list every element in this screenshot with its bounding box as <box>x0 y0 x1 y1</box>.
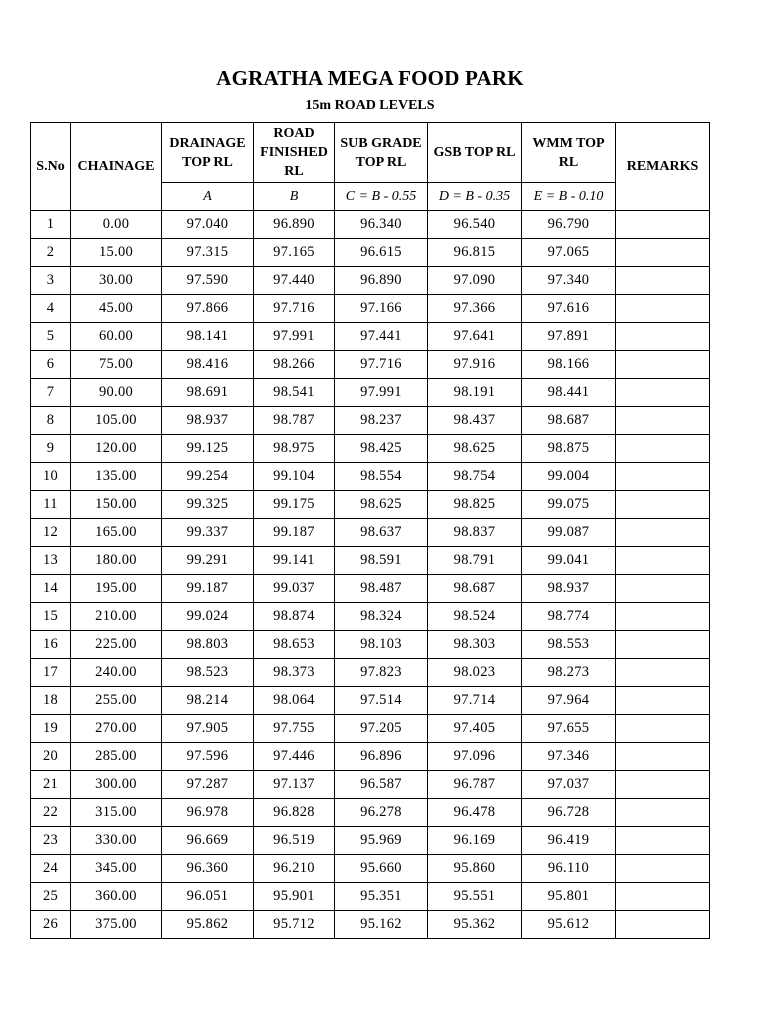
cell-subgrade: 96.615 <box>335 239 428 267</box>
cell-road: 99.037 <box>254 575 335 603</box>
cell-drainage: 99.291 <box>162 547 254 575</box>
table-row <box>31 323 710 351</box>
cell-gsb: 98.687 <box>428 575 522 603</box>
cell-sno: 23 <box>31 827 71 855</box>
cell-drainage: 97.040 <box>162 211 254 239</box>
table-row <box>31 351 710 379</box>
cell-sno: 25 <box>31 883 71 911</box>
cell-remarks <box>616 743 710 771</box>
cell-gsb: 98.303 <box>428 631 522 659</box>
cell-gsb: 97.405 <box>428 715 522 743</box>
cell-sno: 15 <box>31 603 71 631</box>
formula-road: B <box>254 183 335 211</box>
road-levels-table <box>30 122 710 939</box>
cell-remarks <box>616 855 710 883</box>
cell-wmm: 97.037 <box>522 771 616 799</box>
cell-remarks <box>616 463 710 491</box>
cell-road: 98.874 <box>254 603 335 631</box>
cell-sno: 11 <box>31 491 71 519</box>
cell-subgrade: 96.340 <box>335 211 428 239</box>
cell-remarks <box>616 519 710 547</box>
cell-sno: 2 <box>31 239 71 267</box>
cell-gsb: 95.551 <box>428 883 522 911</box>
cell-chainage: 210.00 <box>71 603 162 631</box>
cell-gsb: 98.837 <box>428 519 522 547</box>
table-row <box>31 855 710 883</box>
cell-road: 97.755 <box>254 715 335 743</box>
cell-road: 97.716 <box>254 295 335 323</box>
table-row <box>31 379 710 407</box>
cell-road: 96.890 <box>254 211 335 239</box>
cell-remarks <box>616 435 710 463</box>
cell-subgrade: 97.716 <box>335 351 428 379</box>
cell-chainage: 300.00 <box>71 771 162 799</box>
header-subgrade: SUB GRADE TOP RL <box>335 123 428 183</box>
cell-drainage: 99.024 <box>162 603 254 631</box>
cell-wmm: 98.687 <box>522 407 616 435</box>
header-wmm: WMM TOP RL <box>522 123 616 183</box>
cell-remarks <box>616 771 710 799</box>
cell-chainage: 315.00 <box>71 799 162 827</box>
cell-subgrade: 98.237 <box>335 407 428 435</box>
cell-gsb: 98.825 <box>428 491 522 519</box>
cell-road: 99.187 <box>254 519 335 547</box>
cell-road: 99.104 <box>254 463 335 491</box>
cell-subgrade: 97.823 <box>335 659 428 687</box>
cell-chainage: 360.00 <box>71 883 162 911</box>
table-row <box>31 659 710 687</box>
cell-road: 97.440 <box>254 267 335 295</box>
cell-sno: 24 <box>31 855 71 883</box>
cell-remarks <box>616 799 710 827</box>
cell-remarks <box>616 267 710 295</box>
cell-gsb: 98.023 <box>428 659 522 687</box>
cell-wmm: 97.065 <box>522 239 616 267</box>
cell-sno: 3 <box>31 267 71 295</box>
cell-gsb: 98.437 <box>428 407 522 435</box>
cell-drainage: 98.141 <box>162 323 254 351</box>
formula-gsb: D = B - 0.35 <box>428 183 522 211</box>
cell-wmm: 98.441 <box>522 379 616 407</box>
cell-gsb: 98.791 <box>428 547 522 575</box>
cell-road: 97.991 <box>254 323 335 351</box>
cell-wmm: 97.655 <box>522 715 616 743</box>
cell-drainage: 98.416 <box>162 351 254 379</box>
header-remarks: REMARKS <box>616 123 710 211</box>
cell-gsb: 96.478 <box>428 799 522 827</box>
cell-road: 99.141 <box>254 547 335 575</box>
formula-drainage: A <box>162 183 254 211</box>
cell-drainage: 97.590 <box>162 267 254 295</box>
cell-road: 95.712 <box>254 911 335 939</box>
cell-drainage: 97.905 <box>162 715 254 743</box>
table-row <box>31 799 710 827</box>
cell-wmm: 97.616 <box>522 295 616 323</box>
cell-gsb: 96.815 <box>428 239 522 267</box>
cell-chainage: 0.00 <box>71 211 162 239</box>
cell-remarks <box>616 491 710 519</box>
cell-subgrade: 96.587 <box>335 771 428 799</box>
cell-wmm: 98.937 <box>522 575 616 603</box>
cell-road: 99.175 <box>254 491 335 519</box>
cell-road: 98.787 <box>254 407 335 435</box>
cell-gsb: 97.916 <box>428 351 522 379</box>
table-row <box>31 603 710 631</box>
cell-sno: 4 <box>31 295 71 323</box>
cell-wmm: 96.110 <box>522 855 616 883</box>
header-gsb: GSB TOP RL <box>428 123 522 183</box>
cell-sno: 10 <box>31 463 71 491</box>
table-row <box>31 771 710 799</box>
cell-gsb: 98.524 <box>428 603 522 631</box>
cell-wmm: 98.553 <box>522 631 616 659</box>
cell-drainage: 98.214 <box>162 687 254 715</box>
cell-wmm: 95.801 <box>522 883 616 911</box>
cell-chainage: 15.00 <box>71 239 162 267</box>
cell-chainage: 60.00 <box>71 323 162 351</box>
cell-drainage: 97.596 <box>162 743 254 771</box>
cell-drainage: 98.937 <box>162 407 254 435</box>
cell-remarks <box>616 351 710 379</box>
cell-drainage: 95.862 <box>162 911 254 939</box>
cell-remarks <box>616 379 710 407</box>
cell-chainage: 270.00 <box>71 715 162 743</box>
formula-subgrade: C = B - 0.55 <box>335 183 428 211</box>
cell-drainage: 96.360 <box>162 855 254 883</box>
cell-wmm: 98.273 <box>522 659 616 687</box>
cell-chainage: 345.00 <box>71 855 162 883</box>
cell-subgrade: 98.637 <box>335 519 428 547</box>
table-row <box>31 211 710 239</box>
cell-remarks <box>616 603 710 631</box>
cell-road: 98.975 <box>254 435 335 463</box>
cell-remarks <box>616 883 710 911</box>
cell-remarks <box>616 687 710 715</box>
cell-remarks <box>616 575 710 603</box>
cell-remarks <box>616 407 710 435</box>
cell-sno: 20 <box>31 743 71 771</box>
cell-sno: 5 <box>31 323 71 351</box>
formula-wmm: E = B - 0.10 <box>522 183 616 211</box>
cell-gsb: 96.787 <box>428 771 522 799</box>
cell-wmm: 97.346 <box>522 743 616 771</box>
cell-chainage: 255.00 <box>71 687 162 715</box>
cell-wmm: 97.340 <box>522 267 616 295</box>
cell-chainage: 195.00 <box>71 575 162 603</box>
cell-subgrade: 97.514 <box>335 687 428 715</box>
cell-subgrade: 96.890 <box>335 267 428 295</box>
header-drainage: DRAINAGE TOP RL <box>162 123 254 183</box>
cell-remarks <box>616 295 710 323</box>
cell-chainage: 135.00 <box>71 463 162 491</box>
cell-remarks <box>616 659 710 687</box>
cell-wmm: 99.041 <box>522 547 616 575</box>
table-row <box>31 883 710 911</box>
cell-gsb: 97.090 <box>428 267 522 295</box>
cell-chainage: 150.00 <box>71 491 162 519</box>
cell-subgrade: 98.103 <box>335 631 428 659</box>
cell-gsb: 96.169 <box>428 827 522 855</box>
cell-chainage: 330.00 <box>71 827 162 855</box>
cell-drainage: 99.337 <box>162 519 254 547</box>
cell-gsb: 97.641 <box>428 323 522 351</box>
table-row <box>31 743 710 771</box>
cell-road: 96.210 <box>254 855 335 883</box>
table-row <box>31 491 710 519</box>
cell-sno: 22 <box>31 799 71 827</box>
cell-chainage: 45.00 <box>71 295 162 323</box>
cell-drainage: 97.866 <box>162 295 254 323</box>
cell-drainage: 96.978 <box>162 799 254 827</box>
cell-sno: 7 <box>31 379 71 407</box>
cell-wmm: 97.891 <box>522 323 616 351</box>
cell-subgrade: 97.441 <box>335 323 428 351</box>
cell-chainage: 120.00 <box>71 435 162 463</box>
cell-road: 98.064 <box>254 687 335 715</box>
cell-sno: 1 <box>31 211 71 239</box>
cell-wmm: 96.790 <box>522 211 616 239</box>
cell-subgrade: 95.351 <box>335 883 428 911</box>
cell-wmm: 99.087 <box>522 519 616 547</box>
cell-wmm: 98.875 <box>522 435 616 463</box>
cell-subgrade: 98.591 <box>335 547 428 575</box>
cell-drainage: 98.691 <box>162 379 254 407</box>
cell-drainage: 96.669 <box>162 827 254 855</box>
table-row <box>31 435 710 463</box>
cell-gsb: 97.714 <box>428 687 522 715</box>
document-subtitle: 15m ROAD LEVELS <box>305 98 435 113</box>
cell-road: 98.266 <box>254 351 335 379</box>
cell-subgrade: 95.660 <box>335 855 428 883</box>
cell-subgrade: 96.278 <box>335 799 428 827</box>
cell-gsb: 98.191 <box>428 379 522 407</box>
cell-sno: 13 <box>31 547 71 575</box>
cell-road: 97.165 <box>254 239 335 267</box>
cell-road: 96.519 <box>254 827 335 855</box>
table-row <box>31 519 710 547</box>
cell-wmm: 97.964 <box>522 687 616 715</box>
table-row <box>31 267 710 295</box>
cell-drainage: 99.254 <box>162 463 254 491</box>
cell-remarks <box>616 715 710 743</box>
cell-gsb: 97.366 <box>428 295 522 323</box>
table-row <box>31 239 710 267</box>
cell-road: 95.901 <box>254 883 335 911</box>
cell-chainage: 225.00 <box>71 631 162 659</box>
cell-subgrade: 95.162 <box>335 911 428 939</box>
cell-wmm: 96.419 <box>522 827 616 855</box>
table-row <box>31 575 710 603</box>
header-row <box>31 123 710 183</box>
cell-gsb: 98.754 <box>428 463 522 491</box>
cell-remarks <box>616 911 710 939</box>
cell-sno: 6 <box>31 351 71 379</box>
table-row <box>31 407 710 435</box>
cell-subgrade: 98.625 <box>335 491 428 519</box>
cell-gsb: 95.362 <box>428 911 522 939</box>
cell-chainage: 285.00 <box>71 743 162 771</box>
cell-road: 98.653 <box>254 631 335 659</box>
cell-sno: 21 <box>31 771 71 799</box>
cell-road: 97.446 <box>254 743 335 771</box>
header-road: ROAD FINISHED RL <box>254 123 335 183</box>
cell-drainage: 98.523 <box>162 659 254 687</box>
table-row <box>31 295 710 323</box>
cell-wmm: 99.004 <box>522 463 616 491</box>
document-title: AGRATHA MEGA FOOD PARK <box>216 66 524 90</box>
cell-wmm: 98.774 <box>522 603 616 631</box>
cell-drainage: 99.187 <box>162 575 254 603</box>
cell-drainage: 99.325 <box>162 491 254 519</box>
cell-sno: 16 <box>31 631 71 659</box>
cell-chainage: 165.00 <box>71 519 162 547</box>
cell-road: 96.828 <box>254 799 335 827</box>
cell-subgrade: 98.425 <box>335 435 428 463</box>
cell-subgrade: 97.166 <box>335 295 428 323</box>
cell-remarks <box>616 631 710 659</box>
cell-chainage: 240.00 <box>71 659 162 687</box>
cell-remarks <box>616 211 710 239</box>
cell-wmm: 95.612 <box>522 911 616 939</box>
cell-sno: 8 <box>31 407 71 435</box>
cell-remarks <box>616 547 710 575</box>
cell-road: 98.373 <box>254 659 335 687</box>
table-row <box>31 547 710 575</box>
table-row <box>31 463 710 491</box>
cell-drainage: 96.051 <box>162 883 254 911</box>
table-row <box>31 827 710 855</box>
table-row <box>31 687 710 715</box>
cell-remarks <box>616 323 710 351</box>
table-row <box>31 911 710 939</box>
cell-chainage: 180.00 <box>71 547 162 575</box>
table-row <box>31 631 710 659</box>
cell-subgrade: 97.205 <box>335 715 428 743</box>
cell-wmm: 96.728 <box>522 799 616 827</box>
cell-gsb: 97.096 <box>428 743 522 771</box>
cell-gsb: 95.860 <box>428 855 522 883</box>
cell-drainage: 97.315 <box>162 239 254 267</box>
cell-sno: 9 <box>31 435 71 463</box>
cell-chainage: 375.00 <box>71 911 162 939</box>
cell-sno: 18 <box>31 687 71 715</box>
cell-sno: 12 <box>31 519 71 547</box>
cell-gsb: 98.625 <box>428 435 522 463</box>
cell-remarks <box>616 239 710 267</box>
cell-remarks <box>616 827 710 855</box>
cell-subgrade: 98.554 <box>335 463 428 491</box>
header-sno: S.No <box>31 123 71 211</box>
cell-subgrade: 96.896 <box>335 743 428 771</box>
cell-subgrade: 98.324 <box>335 603 428 631</box>
cell-road: 97.137 <box>254 771 335 799</box>
cell-subgrade: 98.487 <box>335 575 428 603</box>
cell-gsb: 96.540 <box>428 211 522 239</box>
cell-chainage: 105.00 <box>71 407 162 435</box>
cell-drainage: 97.287 <box>162 771 254 799</box>
cell-road: 98.541 <box>254 379 335 407</box>
cell-chainage: 75.00 <box>71 351 162 379</box>
cell-sno: 14 <box>31 575 71 603</box>
cell-subgrade: 95.969 <box>335 827 428 855</box>
cell-chainage: 30.00 <box>71 267 162 295</box>
cell-wmm: 98.166 <box>522 351 616 379</box>
table-body <box>31 211 710 939</box>
cell-sno: 19 <box>31 715 71 743</box>
cell-sno: 17 <box>31 659 71 687</box>
cell-drainage: 99.125 <box>162 435 254 463</box>
cell-sno: 26 <box>31 911 71 939</box>
cell-subgrade: 97.991 <box>335 379 428 407</box>
cell-drainage: 98.803 <box>162 631 254 659</box>
header-chainage: CHAINAGE <box>71 123 162 211</box>
cell-chainage: 90.00 <box>71 379 162 407</box>
table-row <box>31 715 710 743</box>
cell-wmm: 99.075 <box>522 491 616 519</box>
